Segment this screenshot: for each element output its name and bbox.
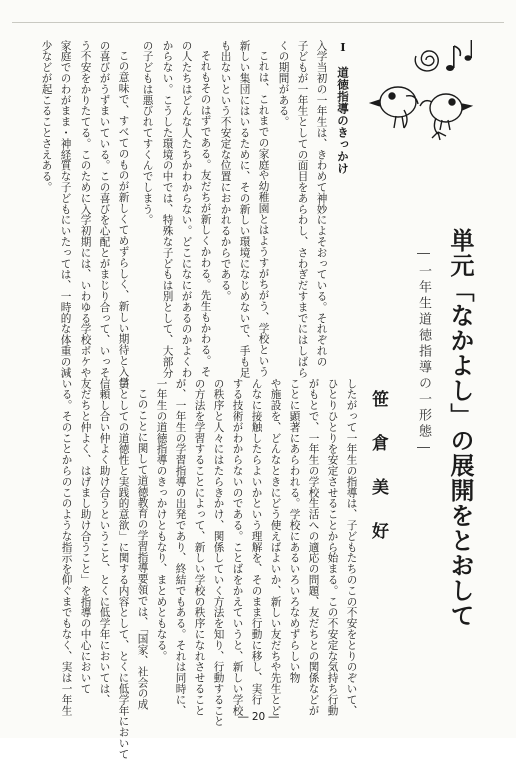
body-line: も出ないという不安定な位置におかれるからである。 [219, 40, 232, 302]
body-line: の喜びがうずまいている。この喜びを心配とがまじり合って、いっそ [98, 40, 111, 378]
body-line: が、一年生の学習指導の出発であり、終結でもある。それは同時に、 [174, 378, 187, 716]
spiral-sun-icon [415, 51, 438, 71]
body-line: ひとりひとりを安定させることから始まる。この不安定な気持ち行動 [326, 378, 339, 716]
body-line: 員としての道徳性と実践的意欲」に関する内容として、とくに低学年において [117, 378, 130, 760]
body-line: 少などが起こることさえある。 [40, 40, 53, 193]
body-line: の子どもは悪びれてすくんでしまう。 [141, 40, 154, 226]
page-number: ― 20 ― [238, 711, 280, 723]
author-name: 笹倉美好 [368, 390, 388, 566]
body-line: それもそのはずである。友だちが新しくかわる。先生もかわる。そ [199, 50, 212, 377]
body-line: 家庭でのわがまま・神経質な子どもにいたっては、一時的な体重の減 [59, 40, 72, 378]
body-line: 新しい集団にはいるために、その新しい環境になじめないで、手も足 [238, 40, 251, 378]
body-line: いる。そのことからのこのような指示を仰ぐまでもなく、実は一年生 [60, 378, 73, 716]
body-line: の秩序と人々にはたらきかけ、関係していく方法を知り、行動すること [212, 378, 225, 727]
top-rule [12, 22, 504, 23]
body-line: これは、これまでの家庭や幼稚園とはようすがちがう、学校という [257, 50, 270, 377]
body-line: したがって一年生の指導は、子どもたちのこの不安をとりのぞいて、 [345, 378, 358, 716]
body-line: や施設を、どんなときにどう使えばよいか、新しい友だちや先生とど [269, 378, 282, 716]
body-line: くの期間がある。 [277, 40, 290, 128]
body-line: 信頼し合い仲よく助け合うということ、とくに低学年においては、 [98, 378, 111, 705]
body-line: 一年生の道徳指導のきっかけともなり、まとめともなる。 [155, 378, 168, 662]
music-note-icon [446, 40, 472, 71]
body-line: この意味で、すべてのものが新しくてめずらしく、新しい期待と入学 [117, 50, 130, 388]
page-subtitle: ―一年生道徳指導の一形態― [416, 246, 431, 458]
bird-icon [420, 94, 471, 140]
body-line: 友だちと仲よく、はげまし助け合うこと」を指導の中心において [79, 378, 92, 695]
birds-illustration [368, 32, 488, 152]
body-line: 子どもが一年生としての面目をあらわし、さわぎだすまでにはしばら [296, 40, 309, 378]
body-line: う不安をかりたてる。このために入学初期には、いわゆる学校ボケや [79, 40, 92, 378]
body-line: 入学当初の一年生は、きわめて神妙によそおっている。それぞれの [315, 40, 328, 367]
page-title: 単元「なかよし」の展開をとおして [446, 228, 474, 628]
body-line: んなに接触したらよいかという理解を、そのまま行動に移し、実行 [250, 378, 263, 705]
section-heading: Ⅰ 道徳指導のきっかけ [336, 40, 350, 175]
body-line: ことに顕著にあらわれる。学校にあるいろいろなめずらしい物 [288, 378, 301, 684]
body-line: する技術がわからないのである。ことばをかえていうと、新しい学校 [231, 378, 244, 716]
body-line: の人たちはどんな人たちかわからない。どこになにがあるのかよくわ [180, 40, 193, 378]
body-line: がもとで、一年生の学校生活への適応の問題、友だちとの関係などが [307, 378, 320, 716]
body-line: の方法を学習することによって、新しい学校の秩序になれさせること [193, 378, 206, 716]
bird-icon [371, 87, 418, 128]
body-line: からない。こうした環境の中では、特殊な子どもは別として、大部分 [161, 40, 174, 378]
body-line: このことに関して道徳教育の学習指導要領では、「国家、社会の成 [136, 388, 149, 710]
